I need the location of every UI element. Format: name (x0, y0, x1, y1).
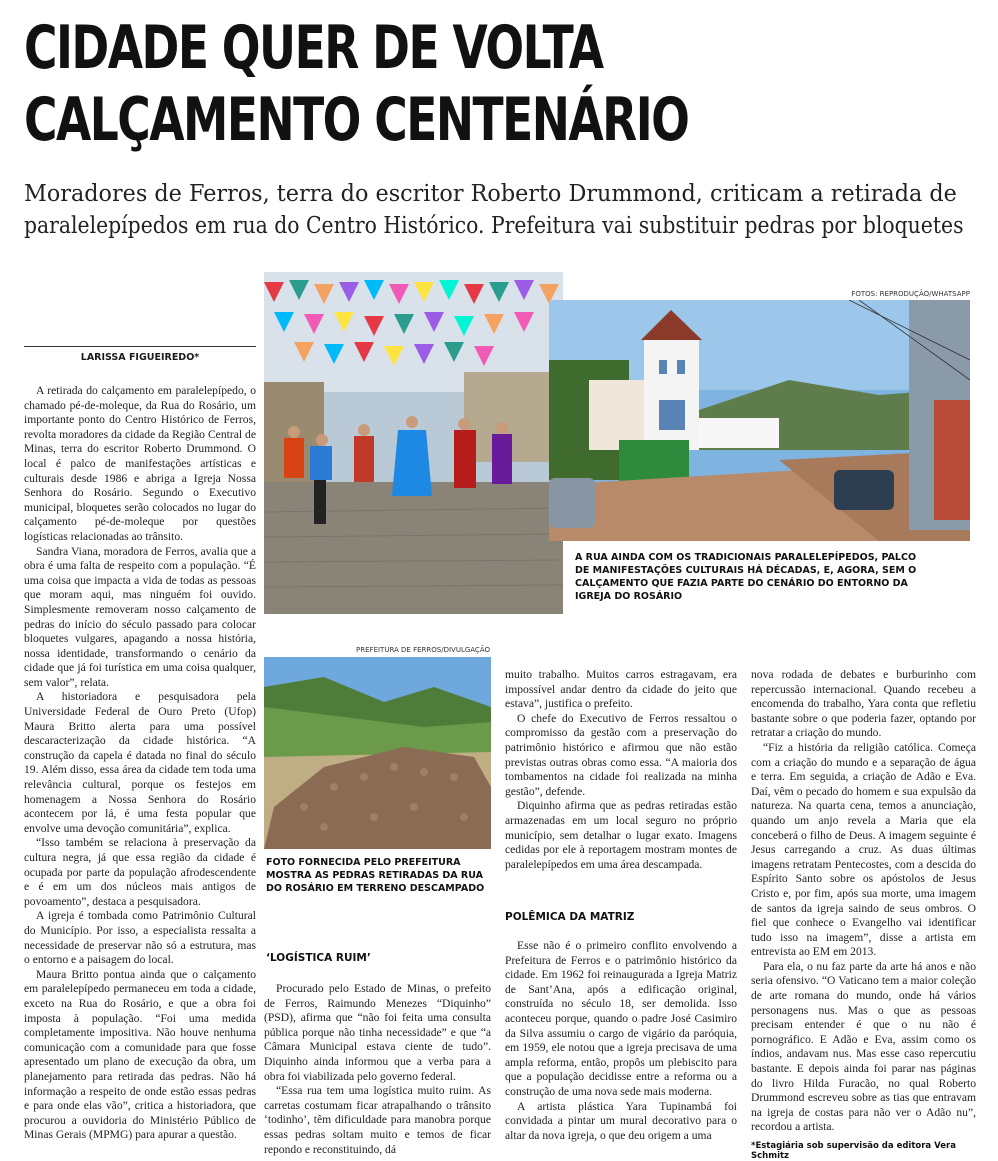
byline-rule (24, 346, 256, 347)
article-column-4 (751, 668, 976, 1135)
paragraph: “Isso também se relaciona à preservação da cultura negra, já que essa região da cidade é ocupada por parte da população afrodescendente e é em um dos núcleos mais antigos de povoamento”, destaca a pesquisadora. (24, 836, 256, 908)
paragraph: Diquinho afirma que as pedras retiradas estão armazenadas em um local seguro no próprio município, sem detalhar o lugar exato. Imagens cedidas por ele à reportagem mostram montes de paralelepípedos em uma área descampada. (505, 799, 737, 871)
church-street-photo (549, 300, 970, 541)
festival-photo (264, 272, 563, 614)
paragraph: Esse não é o primeiro conflito envolvendo a Prefeitura de Ferros e o patrimônio histórico da cidade. Em 1962 foi reinaugurada a Igreja Matriz de Sant’Ana, após a edificação original, construída no século 18, ser demolida. Isso aconteceu porque, quando o padre José Casimiro da Silva assumiu o cargo de vigário da paróquia, em 1959, ele notou que a igreja precisava de uma ampla reforma, então, propôs um plebiscito para que a população decidisse entre a reforma ou a construção de uma nova sede mais moderna. (505, 939, 737, 1098)
article-column-3-top (505, 668, 737, 872)
section-heading-polemica: POLÊMICA DA MATRIZ (505, 911, 635, 923)
paragraph: A historiadora e pesquisadora pela Universidade Federal de Ouro Preto (Ufop) Maura Britto alerta para uma possível descaracterização da cidade histórica. “A construção da capela é datada no final do século 19. Além disso, essa área da cidade tem toda uma relevância cultural, porque os festejos em homenagem a Nossa Senhora do Rosário acontecem por lá, é uma festa popular que envolve uma devoção comunitária”, explica. (24, 690, 256, 835)
article-column-3-bottom (505, 939, 737, 1143)
paragraph: O chefe do Executivo de Ferros ressaltou o compromisso da gestão com a preservação do patrimônio histórico e afirmou que não estão previstas outras obras como essa. “A maioria dos tombamentos na cidade foi realizada na minha gestão”, defende. (505, 711, 737, 798)
paragraph: A retirada do calçamento em paralelepípedo, o chamado pé-de-moleque, da Rua do Rosário, um importante ponto do Centro Histórico de Ferros, revolta moradores da cidade da Região Central de Minas, terra do escritor Roberto Drummond. O local é palco de manifestações artísticas e culturais desde 1986 e abriga a Igreja Nossa Senhora do Rosário. Segundo o Executivo municipal, bloquetes serão colocados no lugar do calçamento pé-de-moleque por questões logísticas relacionadas ao trânsito. (24, 384, 256, 543)
paragraph: A artista plástica Yara Tupinambá foi convidada a pintar um mural decorativo para o altar da nova igreja, o que deu origem a uma (505, 1099, 737, 1142)
stones-photo (264, 657, 491, 849)
subheadline-line-2: paralelepípedos em rua do Centro Histórico. Prefeitura vai substituir pedras por bloquetes (24, 213, 964, 239)
paragraph: “Fiz a história da religião católica. Começa com a criação do mundo e a separação de água e terra. Em seguida, a criação de Adão e Eva. Daí, vêm o pecado do homem e sua expulsão da natureza. Na quarta cena, temos a anunciação, quando um anjo revela a Maria que ela conceberá o filho de Deus. A imagem seguinte é Jesus carregando a cruz. As duas últimas imagens retratam Pentecostes, com a descida do Espírito Santo sobre os apóstolos de Jesus Cristo e, por fim, após sua morte, uma imagem de santos da igreja saindo de seus ombros. O fiel que conhece o Evangelho vai identificar tudo isso na imagem”, disse a artista em entrevista ao EM em 2013. (751, 740, 976, 959)
subheadline-line-1: Moradores de Ferros, terra do escritor Roberto Drummond, criticam a retirada de (24, 181, 957, 207)
headline-line-2: CALÇAMENTO CENTENÁRIO (24, 85, 689, 155)
byline: LARISSA FIGUEIREDO* (80, 352, 200, 363)
paragraph: muito trabalho. Muitos carros estragavam, era impossível andar dentro da cidade do jeito que estava”, justifica o prefeito. (505, 668, 737, 711)
article-column-1 (24, 384, 256, 1143)
headline (24, 12, 984, 156)
article-column-2 (264, 982, 491, 1157)
paragraph: Sandra Viana, moradora de Ferros, avalia que a obra é uma falta de respeito com a população. “É uma coisa que impacta a vida de todas as pessoas que moram aqui, mas ninguém foi ouvido. Simplesmente removeram nosso calçamento de pedras do início do século passado para colocar bloquetes vulgares, apagando a nossa história, nossa identidade, transformando o cenário da cidade que já foi turística em uma coisa qualquer, sem valor”, relata. (24, 544, 256, 689)
paragraph: nova rodada de debates e burburinho com repercussão internacional. Quando recebeu a encomenda do trabalho, Yara conta que refletiu bastante sobre o que poderia fazer, optando por retratar a criação do mundo. (751, 668, 976, 740)
photo-credit-top: FOTOS: REPRODUÇÃO/WHATSAPP (851, 290, 970, 298)
footnote: *Estagiária sob supervisão da editora Vera Schmitz (751, 1141, 956, 1161)
paragraph: Procurado pelo Estado de Minas, o prefeito de Ferros, Raimundo Menezes “Diquinho” (PSD), afirma que “não foi feita uma consulta pública porque não tinha necessidade” e que “a Câmara Municipal estava ciente de tudo”. Diquinho ainda informou que a verba para a obra foi viabilizada pelo governo federal. (264, 982, 491, 1083)
subheadline (24, 178, 984, 242)
paragraph: “Essa rua tem uma logística muito ruim. As carretas costumam ficar atrapalhando o trânsito ‘todinho’, têm dificuldade para manobra porque essas pedras soltam muito e temos de ficar repondo e reconstituindo, dá (264, 1084, 491, 1156)
stones-photo-caption: FOTO FORNECIDA PELO PREFEITURA MOSTRA AS PEDRAS RETIRADAS DA RUA DO ROSÁRIO EM TERRENO DESCAMPADO (266, 857, 485, 894)
paragraph: A igreja é tombada como Patrimônio Cultural do Município. Por isso, a especialista ressalta a necessidade de preservar não só a estrutura, mas o entorno e a paisagem do local. (24, 909, 256, 967)
paragraph: Maura Britto pontua ainda que o calçamento em paralelepípedo permaneceu em toda a cidade, exceto na Rua do Rosário, e que a obra foi imposta à população. “Foi uma medida completamente impositiva. Não houve nenhuma comunicação com a comunidade para que fosse apresentado um plano de execução da obra, um planejamento para retirada das pedras. Não há informação a respeito de onde estão essas pedras e para onde elas vão”, critica a historiadora, que procurou a ouvidoria do Ministério Público de Minas Gerais (MPMG) para apurar a questão. (24, 967, 256, 1142)
church-street-photo-caption: A RUA AINDA COM OS TRADICIONAIS PARALELEPÍPEDOS, PALCO DE MANIFESTAÇÕES CULTURAIS HÁ DÉCADAS, E, AGORA, SEM O CALÇAMENTO QUE FAZIA PARTE DO CENÁRIO DO ENTORNO DA IGREJA DO ROSÁRIO (575, 552, 917, 602)
photo-credit-stones: PREFEITURA DE FERROS/DIVULGAÇÃO (356, 646, 490, 654)
section-heading-logistica: ‘LOGÍSTICA RUIM’ (266, 952, 371, 964)
paragraph: Para ela, o nu faz parte da arte há anos e não seria ofensivo. “O Vaticano tem a maior coleção de arte romana do mundo, onde há vários personagens nus. Mas o que as pessoas precisam entender é que o nu não é pornográfico. E Adão e Eva, assim como os índios, andavam nus. Mas esse caso repercutiu bastante. E depois ainda foi parar nas páginas do livro Hilda Furacão, no qual Roberto Drummond escreveu sobre as tias que entravam na igreja de costas para não ver o Adão nu”, recordou a artista. (751, 959, 976, 1134)
headline-line-1: CIDADE QUER DE VOLTA (24, 13, 603, 83)
